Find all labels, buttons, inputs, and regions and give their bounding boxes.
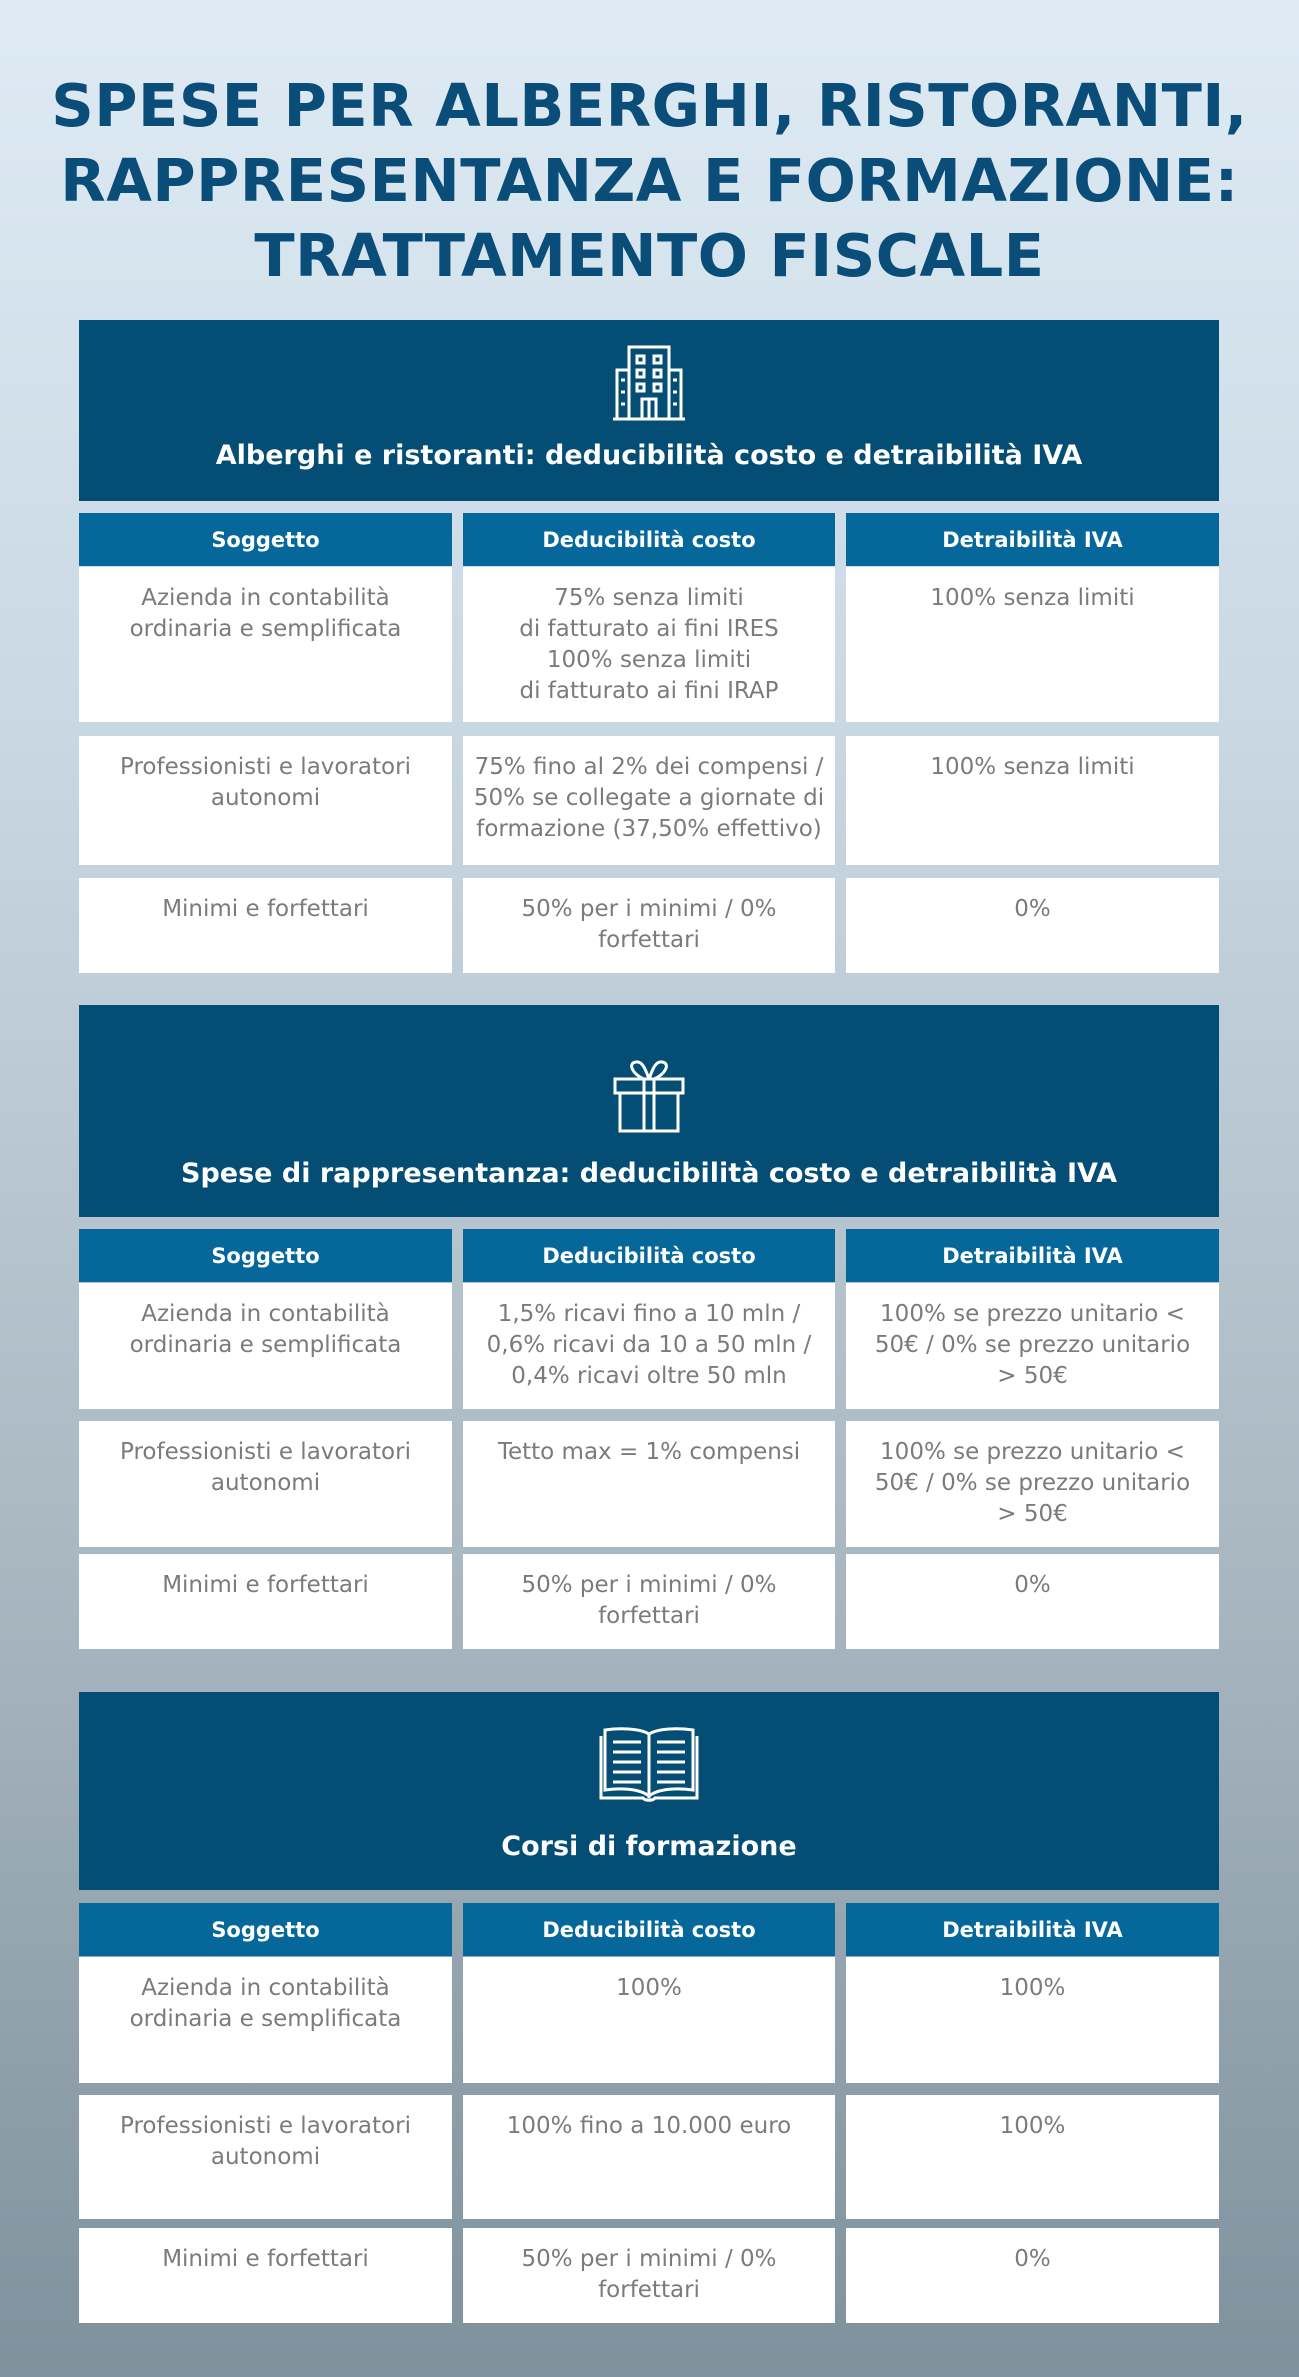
open-book-icon xyxy=(79,1726,1219,1804)
table-cell: 100% fino a 10.000 euro xyxy=(463,2095,835,2219)
table-cell: Professionisti e lavoratori autonomi xyxy=(79,736,452,865)
header-deducibilita: Deducibilità costo xyxy=(463,1229,835,1282)
table-cell: 50% per i minimi / 0% forfettari xyxy=(463,878,835,973)
section-header xyxy=(79,1692,1219,1890)
building-icon xyxy=(79,344,1219,422)
table-row xyxy=(79,1957,1219,2083)
header-soggetto: Soggetto xyxy=(79,513,452,566)
table-cell: 1,5% ricavi fino a 10 mln / 0,6% ricavi da 10 a 50 mln / 0,4% ricavi oltre 50 mln xyxy=(463,1283,835,1409)
header-detraibilita: Detraibilità IVA xyxy=(846,1229,1219,1282)
gift-icon xyxy=(79,1059,1219,1135)
table-cell: Azienda in contabilità ordinaria e semplificata xyxy=(79,1957,452,2083)
table-row xyxy=(79,567,1219,722)
table-cell: 0% xyxy=(846,2228,1219,2323)
table-cell: Professionisti e lavoratori autonomi xyxy=(79,1421,452,1547)
header-deducibilita: Deducibilità costo xyxy=(463,513,835,566)
table-header xyxy=(79,1229,1219,1282)
table-cell: 75% fino al 2% dei compensi / 50% se collegate a giornate di formazione (37,50% effettivo) xyxy=(463,736,835,865)
section-header xyxy=(79,320,1219,501)
section-title: Corsi di formazione xyxy=(501,1831,797,1862)
table-header xyxy=(79,1903,1219,1956)
header-detraibilita: Detraibilità IVA xyxy=(846,513,1219,566)
table-cell: Azienda in contabilità ordinaria e semplificata xyxy=(79,1283,452,1409)
title-line-2: RAPPRESENTANZA E FORMAZIONE: xyxy=(60,146,1239,215)
table-cell: 50% per i minimi / 0% forfettari xyxy=(463,2228,835,2323)
table-row xyxy=(79,2228,1219,2323)
table-cell: 100% senza limiti xyxy=(846,567,1219,722)
table-cell: Tetto max = 1% compensi xyxy=(463,1421,835,1547)
section-alberghi-ristoranti xyxy=(79,320,1219,973)
header-detraibilita: Detraibilità IVA xyxy=(846,1903,1219,1956)
section-corsi-formazione xyxy=(79,1692,1219,2323)
table-cell: Minimi e forfettari xyxy=(79,2228,452,2323)
table-row xyxy=(79,1283,1219,1409)
section-rappresentanza xyxy=(79,1005,1219,1649)
section-header xyxy=(79,1005,1219,1217)
page-title xyxy=(0,68,1299,293)
table-cell: Professionisti e lavoratori autonomi xyxy=(79,2095,452,2219)
table-cell: Minimi e forfettari xyxy=(79,878,452,973)
table-cell: 100% se prezzo unitario < 50€ / 0% se prezzo unitario > 50€ xyxy=(846,1421,1219,1547)
header-soggetto: Soggetto xyxy=(79,1903,452,1956)
table-header xyxy=(79,513,1219,566)
table-cell: 100% xyxy=(846,2095,1219,2219)
table-row xyxy=(79,1421,1219,1547)
table-cell: 100% se prezzo unitario < 50€ / 0% se prezzo unitario > 50€ xyxy=(846,1283,1219,1409)
table-cell: Azienda in contabilità ordinaria e semplificata xyxy=(79,567,452,722)
table-cell: 0% xyxy=(846,878,1219,973)
section-title: Spese di rappresentanza: deducibilità costo e detraibilità IVA xyxy=(181,1158,1117,1189)
table-cell: 0% xyxy=(846,1554,1219,1649)
table-row xyxy=(79,736,1219,865)
title-line-1: SPESE PER ALBERGHI, RISTORANTI, xyxy=(51,71,1248,140)
title-line-3: TRATTAMENTO FISCALE xyxy=(254,221,1045,290)
table-row xyxy=(79,2095,1219,2219)
table-cell: 75% senza limiti di fatturato ai fini IRES 100% senza limiti di fatturato ai fini IRAP xyxy=(463,567,835,722)
header-soggetto: Soggetto xyxy=(79,1229,452,1282)
table-cell: 50% per i minimi / 0% forfettari xyxy=(463,1554,835,1649)
table-row xyxy=(79,878,1219,973)
table-cell: 100% xyxy=(463,1957,835,2083)
table-row xyxy=(79,1554,1219,1649)
table-cell: 100% xyxy=(846,1957,1219,2083)
table-cell: Minimi e forfettari xyxy=(79,1554,452,1649)
table-cell: 100% senza limiti xyxy=(846,736,1219,865)
section-title: Alberghi e ristoranti: deducibilità costo e detraibilità IVA xyxy=(215,440,1083,471)
header-deducibilita: Deducibilità costo xyxy=(463,1903,835,1956)
